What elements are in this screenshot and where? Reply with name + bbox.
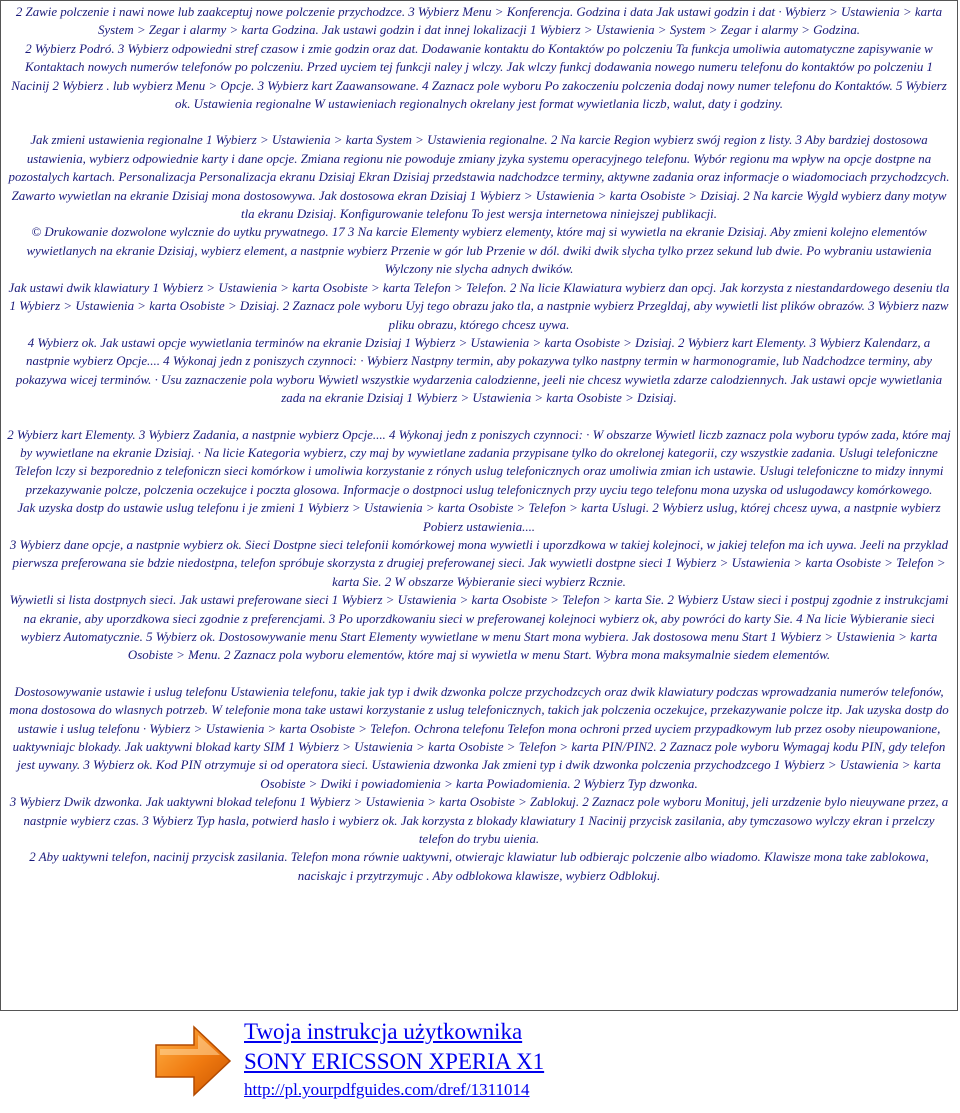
paragraph: Jak uzyska dostp do ustawie uslug telefonu i je zmieni 1 Wybierz > Ustawienia > karta Osobiste > Telefon > karta Uslugi. 2 Wybierz uslug, której chcesz uywa, a nastpnie wybierz Pobierz ustawienia....	[17, 501, 941, 534]
paragraph: 2 Aby uaktywni telefon, nacinij przycisk zasilania. Telefon mona równie uaktywni, otwierajc klawiatur lub odbierajc polczenie albo wiadomo. Klawisze mona take zablokowa, naciskajc i przytrzymujc . Aby odblokowa klawisze, wybierz Odblokuj.	[29, 850, 929, 883]
paragraph: Dostosowywanie ustawie i uslug telefonu Ustawienia telefonu, takie jak typ i dwik dzwonka polcze przychodzcych oraz dwik klawiatury podczas wprowadzania numerów telefonów, mona dostosowa do wlasnych potrzeb. W telefonie mona take ustawi korzystanie z uslug telefonicznych, takich jak polczenia oczekujce, przekazywanie polcze itp. Jak uzyska dostp do ustawie i uslug telefonu · Wybierz > Ustawienia > karta Osobiste > Telefon. Ochrona telefonu Telefon mona ochroni przed uyciem przypadkowym lub przez osoby nieupowanione, uaktywniajc blokady. Jak uaktywni blokad karty SIM 1 Wybierz > Ustawienia > karta Osobiste > Telefon > karta PIN/PIN2. 2 Zaznacz pole wyboru Wymagaj kodu PIN, gdy telefon jest uywany. 3 Wybierz ok. Kod PIN otrzymuje si od operatora sieci. Ustawienia dzwonka Jak zmieni typ i dwik dzwonka polczenia przychodzcego 1 Wybierz > Ustawienia > karta Osobiste > Dwiki i powiadomienia > karta Powiadomienia. 2 Wybierz Typ dzwonka.	[9, 684, 949, 791]
paragraph: Jak zmieni ustawienia regionalne 1 Wybierz > Ustawienia > karta System > Ustawienia regionalne. 2 Na karcie Region wybierz swój region z listy. 3 Aby bardziej dostosowa ustawienia, wybierz odpowiednie karty i dane opcje. Zmiana regionu nie powoduje zmiany jzyka systemu operacyjnego telefonu. Wybór regionu ma wpływ na opcje dostpne na pozostalych kartach. Personalizacja Personalizacja ekranu Dzisiaj Ekran Dzisiaj przedstawia nadchodzce terminy, aktywne zadania oraz informacje o wiadomociach przychodzcych. Zawarto wywietlan na ekranie Dzisiaj mona dostosowywa. Jak dostosowa ekran Dzisiaj 1 Wybierz > Ustawienia > karta Osobiste > Dzisiaj. 2 Na karcie Wygld wybierz dany motyw tla ekranu Dzisiaj. Konfigurowanie telefonu To jest wersja internetowa niniejszej publikacji.	[8, 133, 950, 222]
paragraph: 3 Wybierz Dwik dzwonka. Jak uaktywni blokad telefonu 1 Wybierz > Ustawienia > karta Osobiste > Zablokuj. 2 Zaznacz pole wyboru Monituj, jeli urzdzenie bylo nieuywane przez, a nastpnie wybierz czas. 3 Wybierz Typ hasla, potwierd haslo i wybierz ok. Jak korzysta z blokady klawiatury 1 Nacinij przycisk zasilania, aby tymczasowo wylczy ekran i przelczy telefon do trybu uienia.	[9, 795, 949, 847]
paragraph: 2 Wybierz kart Elementy. 3 Wybierz Zadania, a nastpnie wybierz Opcje.... 4 Wykonaj jedn z poniszych czynnoci: · W obszarze Wywietl liczb zaznacz pola wyboru typów zada, które maj by wywietlane na ekranie Dzisiaj. · Na licie Kategoria wybierz, czy maj by wywietlane zadania przypisane tylko do okrelonej kategorii, czy wszystkie zadania. Uslugi telefoniczne Telefon lczy si bezporednio z telefoniczn sieci komórkow i umoliwia korzystanie z rónych uslug telefonicznych oraz umoliwia zmian ich ustawie. Uslugi telefoniczne to midzy innymi przekazywanie polcze, polczenia oczekujce i poczta glosowa. Informacje o dostpnoci uslug telefonicznych przy uyciu tego telefonu mona uzyska od uslugodawcy komórkowego.	[7, 427, 951, 497]
paragraph: Jak ustawi dwik klawiatury 1 Wybierz > Ustawienia > karta Osobiste > karta Telefon > Telefon. 2 Na licie Klawiatura wybierz dan opcj. Jak korzysta z niestandardowego deseniu tla 1 Wybierz > Ustawienia > karta Osobiste > Dzisiaj. 2 Zaznacz pole wyboru Uyj tego obrazu jako tla, a nastpnie wybierz Przegldaj, aby wywietli list plików obrazów. 3 Wybierz nazw pliku obrazu, którego chcesz uywa.	[8, 280, 950, 332]
document-body	[7, 3, 951, 885]
paragraph: 2 Zawie polczenie i nawi nowe lub zaakceptuj nowe polczenie przychodzce. 3 Wybierz Menu > Konferencja. Godzina i data Jak ustawi godzin i dat · Wybierz > Ustawienia > karta System > Zegar i alarmy > karta Godzina. Jak ustawi godzin i dat innej lokalizacji 1 Wybierz > Ustawienia > System > Zegar i alarmy > Godzina.	[15, 5, 943, 38]
manual-url-link[interactable]: http://pl.yourpdfguides.com/dref/1311014	[244, 1080, 530, 1099]
paragraph: 3 Wybierz dane opcje, a nastpnie wybierz ok. Sieci Dostpne sieci telefonii komórkowej mona wywietli i uporzdkowa w takiej kolejnoci, w jakiej telefon ma ich uywa. Jeeli na przyklad pierwsza preferowana sie bdzie niedostpna, telefon spróbuje skorzysta z drugiej preferowanej sieci. Jak wywietli dostpne sieci 1 Wybierz > Ustawienia > karta Osobiste > Telefon > karta Sie. 2 W obszarze Wybieranie sieci wybierz Rcznie.	[9, 537, 949, 589]
paragraph: 4 Wybierz ok. Jak ustawi opcje wywietlania terminów na ekranie Dzisiaj 1 Wybierz > Ustawienia > karta Osobiste > Dzisiaj. 2 Wybierz kart Elementy. 3 Wybierz Kalendarz, a nastpnie wybierz Opcje.... 4 Wykonaj jedn z poniszych czynnoci: · Wybierz Nastpny termin, aby pokazywa tylko nastpny termin w harmonogramie, lub Nadchodzce terminy, aby pokazywa wicej terminów. · Usu zaznaczenie pola wyboru Wywietl wszystkie wydarzenia calodzienne, jeeli nie chcesz wywietla zdarze calodziennych. Jak ustawi opcje wywietlania zada na ekranie Dzisiaj 1 Wybierz > Ustawienia > karta Osobiste > Dzisiaj.	[15, 335, 943, 406]
orange-arrow-icon	[150, 1019, 234, 1103]
product-name-link[interactable]: SONY ERICSSON XPERIA X1	[244, 1049, 545, 1074]
user-manual-link[interactable]: Twoja instrukcja użytkownika	[244, 1019, 523, 1044]
paragraph: 2 Wybierz Podró. 3 Wybierz odpowiedni stref czasow i zmie godzin oraz dat. Dodawanie kontaktu do Kontaktów po polczeniu Ta funkcja umoliwia automatyczne zapisywanie w Kontaktach nowych numerów telefonów po polczeniu. Przed uyciem tej funkcji naley j wlczy. Jak wlczy funkcj dodawania nowego numeru telefonu do kontaktów po polczeniu 1 Nacinij 2 Wybierz . lub wybierz Menu > Opcje. 3 Wybierz kart Zaawansowane. 4 Zaznacz pole wyboru Po zakoczeniu polczenia dodaj nowy numer telefonu do Kontaktów. 5 Wybierz ok. Ustawienia regionalne W ustawieniach regionalnych okrelany jest format wywietlania liczb, walut, daty i godziny.	[11, 41, 947, 112]
footer-banner	[0, 1011, 960, 1113]
paragraph: Wywietli si lista dostpnych sieci. Jak ustawi preferowane sieci 1 Wybierz > Ustawienia > karta Osobiste > Telefon > karta Sie. 2 Wybierz Ustaw sieci i postpuj zgodnie z instrukcjami na ekranie, aby uporzdkowa sieci zgodnie z preferencjami. 3 Po uporzdkowaniu sieci w preferowanej kolejnoci wybierz ok, aby powróci do karty Sie. 4 Na licie Wybieranie sieci wybierz Automatycznie. 5 Wybierz ok. Dostosowywanie menu Start Elementy wywietlane w menu Start mona wybiera. Jak dostosowa menu Start 1 Wybierz > Ustawienia > karta Osobiste > Menu. 2 Zaznacz pola wyboru elementów, które maj si wywietla w menu Start. Wybra mona maksymalnie siedem elementów.	[9, 593, 949, 663]
footer-links	[244, 1017, 544, 1103]
paragraph: © Drukowanie dozwolone wylcznie do uytku prywatnego. 17 3 Na karcie Elementy wybierz elementy, które maj si wywietla na ekranie Dzisiaj. Aby zmieni kolejno elementów wywietlanych na ekranie Dzisiaj, wybierz element, a nastpnie wybierz Przenie w gór lub Przenie w dól. dwiki dwik slycha tylko przez sekund lub dwie. Po wybraniu ustawienia Wylczony nie slycha adnych dwików.	[26, 225, 932, 277]
